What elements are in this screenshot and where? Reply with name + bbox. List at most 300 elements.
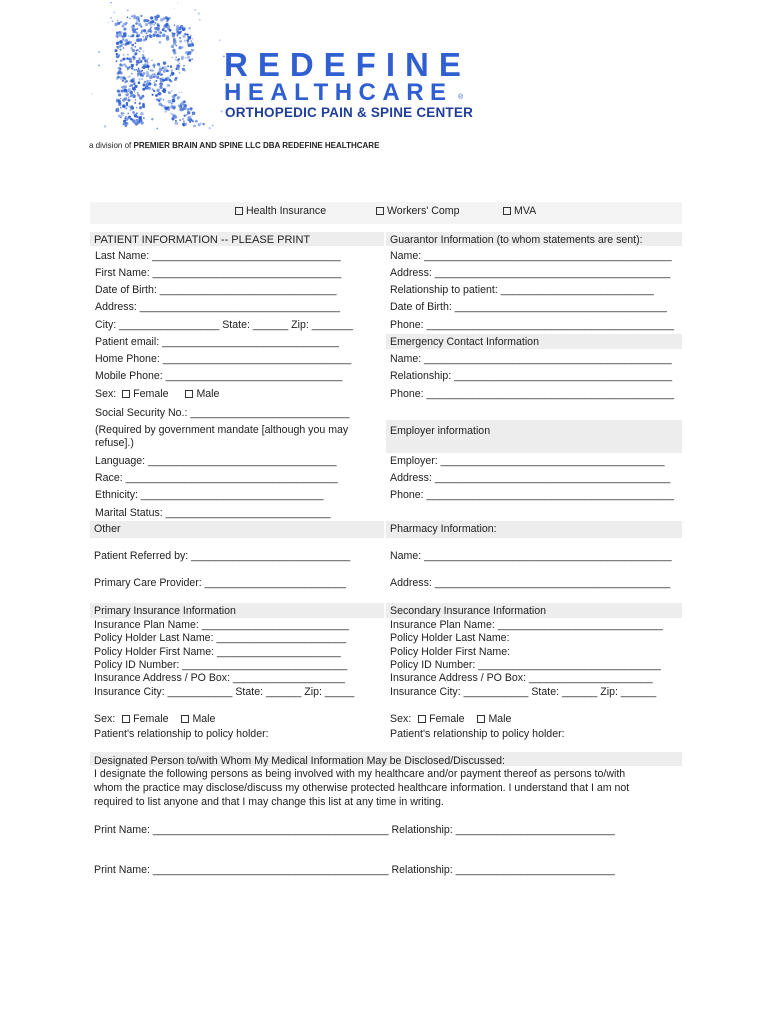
print-name-row-1[interactable]: Print Name: ________________________________________ Relationship: ___________________________ <box>94 824 615 836</box>
logo-dot <box>179 108 182 111</box>
checkbox[interactable] <box>503 207 511 215</box>
logo-dot <box>124 78 126 80</box>
logo-dot <box>154 27 157 30</box>
logo-dot <box>128 35 130 37</box>
logo-dot <box>132 31 134 33</box>
logo-dot <box>118 103 121 106</box>
guarantor-address-field[interactable]: Address: ________________________________________ <box>390 267 671 279</box>
pcp-field[interactable]: Primary Care Provider: ________________________ <box>94 577 347 589</box>
logo-dot <box>120 64 122 66</box>
logo-dot <box>162 89 166 93</box>
emergency-name-field[interactable]: Name: __________________________________________ <box>390 353 672 365</box>
logo-dot <box>153 64 156 67</box>
referred-by-field[interactable]: Patient Referred by: ___________________________ <box>94 550 351 562</box>
logo-dot <box>144 60 146 62</box>
logo-dot <box>195 120 198 123</box>
logo-dot <box>138 95 141 98</box>
logo-dot <box>166 37 169 40</box>
checkbox[interactable] <box>235 207 243 215</box>
logo-dot <box>174 8 175 9</box>
logo-dot <box>112 20 114 22</box>
logo-dot <box>163 61 166 64</box>
logo-dot <box>171 90 173 92</box>
female-checkbox[interactable] <box>122 390 130 398</box>
logo-dot <box>190 35 192 37</box>
logo-dot <box>219 39 220 40</box>
logo-dot <box>163 26 165 28</box>
logo-dot <box>178 104 181 107</box>
logo-dot <box>123 35 126 38</box>
logo-dot <box>181 59 183 61</box>
designated-header: Designated Person to/with Whom My Medical Information May be Disclosed/Discussed: <box>94 755 505 767</box>
logo-dot <box>150 30 153 33</box>
logo-dot <box>175 56 177 58</box>
logo-dot <box>187 42 188 43</box>
logo-dot <box>168 85 170 87</box>
logo-dot <box>180 31 182 33</box>
home-phone-field[interactable]: Home Phone: ________________________________ <box>95 353 352 365</box>
logo-dot <box>137 121 140 124</box>
employer-header: Employer information <box>390 425 491 437</box>
logo-dot <box>183 120 184 121</box>
logo-dot <box>146 32 148 34</box>
logo-dot <box>143 51 145 53</box>
logo-dot <box>132 87 135 90</box>
logo-dot <box>127 76 129 78</box>
logo-dot <box>192 49 194 51</box>
logo-dot <box>124 97 127 100</box>
logo-dot <box>176 64 178 66</box>
logo-dot <box>159 65 161 67</box>
primary-ins-relationship: Patient's relationship to policy holder: <box>94 728 269 740</box>
male-checkbox[interactable] <box>185 390 193 398</box>
logo-dot <box>195 9 196 10</box>
checkbox[interactable] <box>376 207 384 215</box>
ssn-field[interactable]: Social Security No.: ___________________________ <box>95 407 350 419</box>
logo-dot <box>159 35 162 38</box>
logo-dot <box>128 58 131 61</box>
logo-dot <box>146 71 149 74</box>
logo-dot <box>172 34 175 37</box>
logo-dot <box>128 93 130 95</box>
logo-dot <box>138 81 141 84</box>
logo-dot <box>140 61 142 63</box>
mobile-phone-field[interactable]: Mobile Phone: ______________________________ <box>95 370 343 382</box>
logo-dot <box>141 30 143 32</box>
logo-healthcare: HEALTHCARE <box>224 79 453 106</box>
logo-dot <box>117 76 120 79</box>
logo-dot <box>116 31 119 34</box>
emergency-relationship-field[interactable]: Relationship: _____________________________________ <box>390 370 673 382</box>
secondary-ins-relationship: Patient's relationship to policy holder: <box>390 728 565 740</box>
logo-dot <box>139 51 141 53</box>
logo-dot <box>98 64 100 66</box>
logo-dot <box>157 72 160 75</box>
logo-dot <box>184 70 186 72</box>
logo-dot <box>179 63 180 64</box>
logo-dot <box>200 122 202 124</box>
logo-dot <box>136 20 139 23</box>
logo-subtitle: ORTHOPEDIC PAIN & SPINE CENTER <box>225 105 474 120</box>
secondary-ins-id-field[interactable]: Policy ID Number: _______________________________ <box>390 659 661 671</box>
logo-dot <box>139 106 142 109</box>
logo-dot <box>134 102 136 104</box>
logo-dot <box>132 119 135 122</box>
logo-dot <box>178 68 180 70</box>
guarantor-dob-field[interactable]: Date of Birth: ____________________________________ <box>390 301 667 313</box>
logo-dot <box>120 98 122 100</box>
logo-dot <box>175 120 177 122</box>
logo-dot <box>118 34 121 37</box>
logo-dot <box>165 23 168 26</box>
logo-dot <box>198 123 201 126</box>
logo-dot <box>177 97 180 100</box>
logo-dot <box>136 49 138 51</box>
logo-dot <box>155 22 157 24</box>
logo-dot <box>142 54 145 57</box>
logo-dot <box>156 17 158 19</box>
logo-dot <box>158 102 161 105</box>
logo-dot <box>148 87 151 90</box>
logo-dot <box>133 16 136 19</box>
logo-dot <box>146 19 149 22</box>
logo-dot <box>140 121 143 124</box>
logo-dot <box>168 100 172 104</box>
logo-dot <box>191 44 194 47</box>
logo-dot <box>221 110 223 112</box>
other-header: Other <box>94 523 121 535</box>
logo-dot <box>123 112 125 114</box>
logo-dot <box>154 90 156 92</box>
logo-dot <box>131 15 133 17</box>
logo-dot <box>187 111 190 114</box>
logo-dot <box>193 124 196 127</box>
mva-option[interactable]: MVA <box>503 205 536 218</box>
logo-dot <box>136 113 138 115</box>
marital-status-field[interactable]: Marital Status: ____________________________ <box>95 507 331 519</box>
logo-dot <box>127 16 129 18</box>
language-field[interactable]: Language: ________________________________ <box>95 455 337 467</box>
logo-dot <box>177 2 178 3</box>
sex-field: Sex: Female Male <box>95 388 220 400</box>
logo-dot <box>168 79 171 82</box>
logo-dot <box>141 71 143 73</box>
logo-dot <box>155 80 157 82</box>
logo-dot <box>183 104 186 107</box>
logo-dot <box>188 51 192 55</box>
logo-dot <box>127 99 129 101</box>
logo-dot <box>172 99 175 102</box>
division-prefix: a division of <box>89 141 132 150</box>
first-name-field[interactable]: First Name: ________________________________ <box>95 267 342 279</box>
logo-dot <box>123 23 125 25</box>
logo-dot <box>145 83 149 87</box>
workers-comp-option[interactable]: Workers' Comp <box>376 205 459 218</box>
logo-dot <box>131 73 133 75</box>
logo-dot <box>174 121 178 125</box>
logo-dot <box>117 54 119 56</box>
logo-dot <box>170 105 174 109</box>
logo-dot <box>114 23 118 27</box>
logo-dot <box>183 65 184 66</box>
print-name-row-2[interactable]: Print Name: ________________________________________ Relationship: ___________________________ <box>94 864 615 876</box>
address-field[interactable]: Address: __________________________________ <box>95 301 341 313</box>
logo-dot <box>134 114 137 117</box>
guarantor-header: Guarantor Information (to whom statements are sent): <box>390 234 643 246</box>
guarantor-name-field[interactable]: Name: __________________________________________ <box>390 250 672 262</box>
primary-ins-last-field[interactable]: Policy Holder Last Name: ______________________ <box>94 632 347 644</box>
other-band <box>90 521 384 538</box>
secondary-ins-plan-field[interactable]: Insurance Plan Name: ____________________________ <box>390 619 663 631</box>
secondary-ins-last-field[interactable]: Policy Holder Last Name: <box>390 632 510 644</box>
logo-dot <box>139 38 143 42</box>
logo-dot <box>125 65 127 67</box>
logo-dot <box>133 69 135 71</box>
logo-dot <box>128 97 130 99</box>
logo-dot <box>151 118 153 120</box>
guarantor-phone-field[interactable]: Phone: __________________________________________ <box>390 319 674 331</box>
logo-dot <box>188 27 190 29</box>
logo-dot <box>186 114 188 116</box>
logo-dot <box>143 63 147 67</box>
male-checkbox[interactable] <box>181 715 189 723</box>
logo-dot <box>125 118 128 121</box>
logo-dot <box>121 42 124 45</box>
logo-dot <box>133 83 135 85</box>
logo-dot <box>171 117 174 120</box>
logo-dot <box>132 49 135 52</box>
logo-dot <box>152 94 154 96</box>
logo-dot <box>130 107 132 109</box>
logo-dot <box>177 59 180 62</box>
logo-dot <box>135 31 137 33</box>
logo-dot <box>122 86 125 89</box>
logo-dot <box>187 56 190 59</box>
logo-dot <box>163 66 167 70</box>
secondary-ins-first-field[interactable]: Policy Holder First Name: <box>390 646 511 658</box>
logo-dot <box>120 60 123 63</box>
logo-dot <box>116 109 120 113</box>
logo-dot <box>183 100 186 103</box>
race-field[interactable]: Race: ____________________________________ <box>95 472 338 484</box>
logo-dot <box>120 107 122 109</box>
logo-dot <box>140 26 142 28</box>
logo-dot <box>120 72 123 75</box>
emergency-header: Emergency Contact Information <box>390 336 539 348</box>
female-checkbox[interactable] <box>122 715 130 723</box>
logo-dot <box>122 104 126 108</box>
logo-dot <box>119 68 121 70</box>
logo-dot <box>186 39 188 41</box>
logo-dot <box>179 37 181 39</box>
logo-dot <box>113 11 115 13</box>
logo-dot <box>175 94 178 97</box>
pharmacy-header: Pharmacy Information: <box>390 523 497 535</box>
division-name: PREMIER BRAIN AND SPINE LLC DBA REDEFINE HEALTHCARE <box>133 141 380 150</box>
logo-dot <box>131 44 134 47</box>
logo-dot <box>199 19 200 20</box>
secondary-ins-city-field[interactable]: Insurance City: ___________ State: ______ Zip: ______ <box>390 686 657 698</box>
logo-dot <box>188 59 191 62</box>
logo-dot <box>142 72 145 75</box>
logo-dot <box>118 93 121 96</box>
secondary-ins-addr-field[interactable]: Insurance Address / PO Box: _____________________ <box>390 672 653 684</box>
logo-dot <box>147 62 149 64</box>
logo-dot <box>167 106 170 109</box>
logo-dot <box>171 102 174 105</box>
logo-dot <box>166 20 169 23</box>
logo-dot <box>148 69 149 70</box>
logo <box>86 2 476 130</box>
logo-dot <box>141 95 144 98</box>
logo-dot <box>118 91 120 93</box>
logo-dot <box>135 99 137 101</box>
logo-dot <box>151 59 153 61</box>
logo-dot <box>141 78 143 80</box>
logo-dot <box>122 114 124 116</box>
logo-dot <box>168 109 170 111</box>
logo-dot <box>156 89 160 93</box>
logo-dot <box>156 128 158 130</box>
logo-dot <box>136 69 138 71</box>
designated-text-3: required to list anyone and that I may change this list at any time in writing. <box>94 796 444 808</box>
ethnicity-field[interactable]: Ethnicity: _______________________________ <box>95 489 324 501</box>
logo-dot <box>143 82 145 84</box>
logo-dot <box>171 69 173 71</box>
primary-ins-id-field[interactable]: Policy ID Number: ____________________________ <box>94 659 348 671</box>
primary-ins-sex-field: Sex: Female Male <box>94 713 216 725</box>
logo-dot <box>169 17 171 19</box>
logo-dot <box>110 2 112 3</box>
logo-dot <box>136 107 138 109</box>
logo-dot <box>116 60 118 62</box>
logo-dot <box>143 29 146 32</box>
emergency-phone-field[interactable]: Phone: __________________________________________ <box>390 388 674 400</box>
logo-dot <box>171 45 174 48</box>
primary-ins-plan-field[interactable]: Insurance Plan Name: _________________________ <box>94 619 350 631</box>
logo-dot <box>191 58 193 60</box>
logo-dot <box>132 24 134 26</box>
logo-dot <box>139 59 141 61</box>
logo-dot <box>124 39 127 42</box>
logo-dot <box>127 113 129 115</box>
logo-dot <box>133 58 135 60</box>
logo-dot <box>91 93 93 95</box>
logo-dot <box>180 25 183 28</box>
logo-dot <box>164 110 167 113</box>
logo-dot <box>134 46 136 48</box>
logo-dot <box>171 72 175 76</box>
logo-dot <box>187 108 190 111</box>
logo-dot <box>165 16 168 19</box>
logo-dot <box>142 105 145 108</box>
female-checkbox[interactable] <box>418 715 426 723</box>
secondary-ins-sex-field: Sex: Female Male <box>390 713 512 725</box>
logo-dot <box>142 36 144 38</box>
logo-dot <box>130 95 132 97</box>
logo-dot <box>140 112 143 115</box>
logo-dot <box>127 88 131 92</box>
logo-dot <box>162 33 165 36</box>
logo-dot <box>151 26 153 28</box>
logo-dot <box>159 41 162 44</box>
logo-dot <box>157 93 160 96</box>
logo-dot <box>129 66 131 68</box>
designated-text-2: whom the practice may disclose/discuss my otherwise protected healthcare information. I understand that I am not <box>94 782 630 794</box>
logo-dot <box>202 123 204 125</box>
primary-ins-first-field[interactable]: Policy Holder First Name: _____________________ <box>94 646 341 658</box>
last-name-field[interactable]: Last Name: ________________________________ <box>95 250 341 262</box>
logo-dot <box>189 107 192 110</box>
employer-phone-field[interactable]: Phone: __________________________________________ <box>390 489 674 501</box>
logo-dot <box>140 15 142 17</box>
logo-dot <box>150 80 152 82</box>
logo-dot <box>157 23 160 26</box>
health-insurance-option[interactable]: Health Insurance <box>235 205 326 218</box>
logo-dot <box>131 34 134 37</box>
logo-dot <box>192 38 193 39</box>
logo-dot <box>164 30 166 32</box>
logo-dot <box>126 108 128 110</box>
logo-dot <box>173 49 175 51</box>
ssn-mandate-note-2: refuse].) <box>95 437 134 449</box>
logo-dot <box>184 33 186 35</box>
logo-dot <box>142 56 146 60</box>
guarantor-relationship-field[interactable]: Relationship to patient: __________________________ <box>390 284 654 296</box>
logo-dot <box>158 31 161 34</box>
city-state-zip-field[interactable]: City: _________________ State: ______ Zip: _______ <box>95 319 353 331</box>
logo-dot <box>128 116 131 119</box>
logo-dot <box>190 121 191 122</box>
logo-dot <box>149 35 152 38</box>
logo-dot <box>123 47 125 49</box>
logo-dot <box>167 65 169 67</box>
logo-dot <box>108 22 109 23</box>
logo-dot <box>138 62 140 64</box>
logo-dot <box>192 120 194 122</box>
logo-dot <box>138 78 140 80</box>
logo-dot <box>179 119 181 121</box>
logo-dot <box>166 69 169 72</box>
logo-dot <box>127 69 128 70</box>
logo-dot <box>136 119 138 121</box>
logo-dot <box>117 72 120 75</box>
dob-field[interactable]: Date of Birth: ______________________________ <box>95 284 337 296</box>
logo-dot <box>154 31 157 34</box>
employer-address-field[interactable]: Address: ________________________________________ <box>390 472 671 484</box>
pharmacy-address-field[interactable]: Address: ________________________________________ <box>390 577 671 589</box>
primary-ins-city-field[interactable]: Insurance City: ___________ State: ______ Zip: _____ <box>94 686 355 698</box>
logo-dot <box>117 20 118 21</box>
logo-dot <box>175 59 176 60</box>
email-field[interactable]: Patient email: ______________________________ <box>95 336 339 348</box>
pharmacy-name-field[interactable]: Name: __________________________________________ <box>390 550 672 562</box>
logo-dot <box>153 76 155 78</box>
employer-field[interactable]: Employer: ______________________________________ <box>390 455 665 467</box>
logo-dot <box>185 57 187 59</box>
logo-dot <box>138 68 140 70</box>
logo-dot <box>150 70 151 71</box>
logo-dot <box>173 38 176 41</box>
logo-dot <box>170 112 172 114</box>
logo-dot <box>159 78 161 80</box>
logo-dot <box>131 79 135 83</box>
male-checkbox[interactable] <box>477 715 485 723</box>
logo-dot <box>118 114 121 117</box>
primary-ins-addr-field[interactable]: Insurance Address / PO Box: ___________________ <box>94 672 345 684</box>
logo-dot <box>135 42 137 44</box>
logo-dot <box>173 42 176 45</box>
